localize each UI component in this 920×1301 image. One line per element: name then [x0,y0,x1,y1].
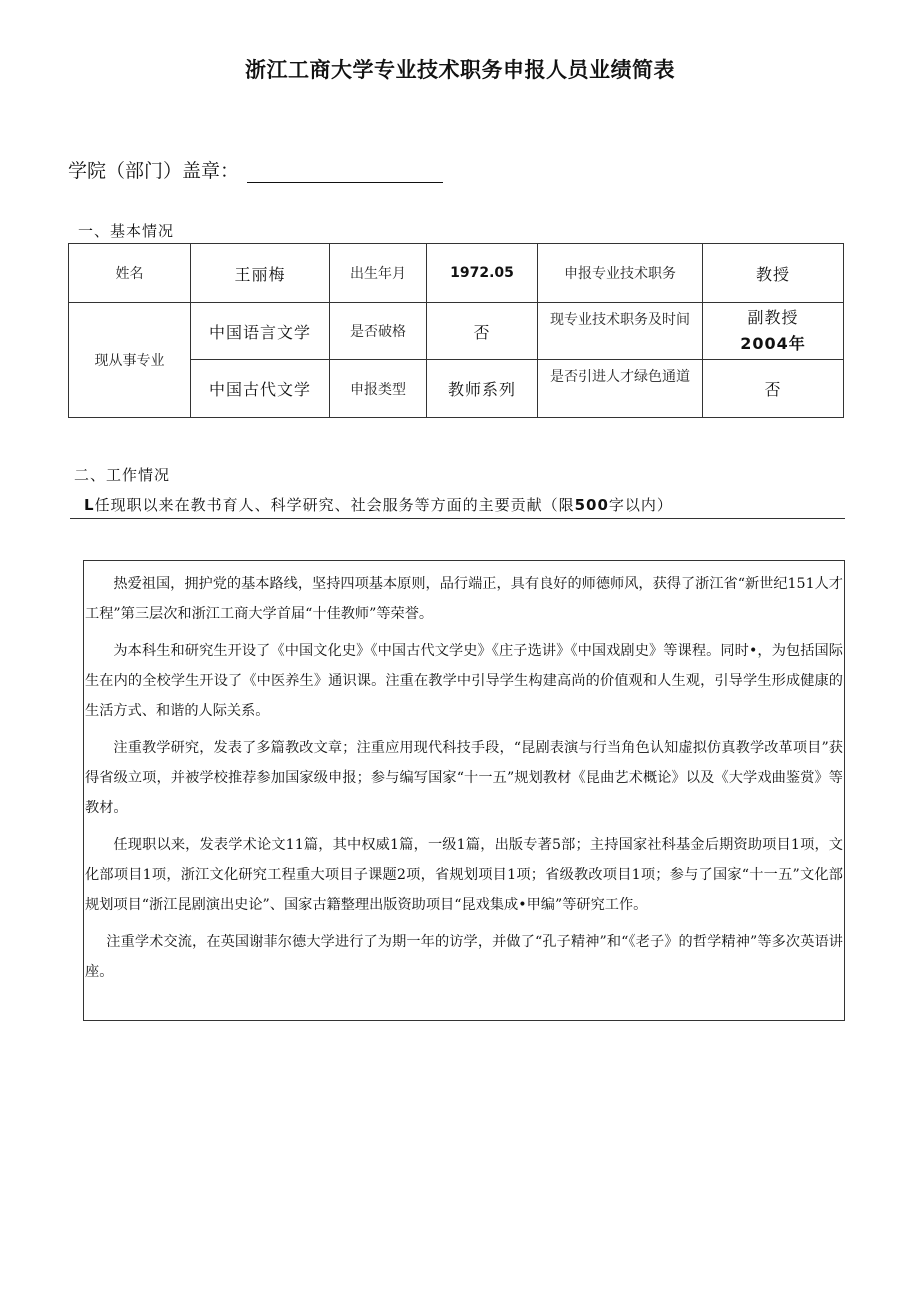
current-title-value: 副教授 [747,308,799,327]
green-channel-value: 否 [703,360,844,418]
major-label: 现从事专业 [69,303,191,418]
department-stamp-field [68,156,443,183]
stamp-blank-line [247,162,443,183]
current-title-year: 2004年 [740,334,806,353]
name-value: 王丽梅 [191,244,330,303]
current-title-label: 现专业技术职务及时间 [538,303,703,360]
current-title-cell [703,303,844,360]
section-basic-info-heading: 一、基本情况 [78,222,175,240]
contribution-paragraph: 热爱祖国，拥护党的基本路线，坚持四项基本原则，品行端正，具有良好的师德师风，获得了浙江省“新世纪151人才工程”第三层次和浙江工商大学首届“十佳教师”等荣誉。 [85,576,843,622]
contribution-paragraph: 注重学术交流，在英国谢菲尔德大学进行了为期一年的访学，并做了“孔子精神”和“《老子》的哲学精神”等多次英语讲座。 [85,934,843,980]
contribution-paragraph: 为本科生和研究生开设了《中国文化史》《中国古代文学史》《庄子选讲》《中国戏剧史》等课程。同时•，为包括国际生在内的全校学生开设了《中医养生》通识课。注重在教学中引导学生构建高尚的价值观和人生观，引导学生形成健康的生活方式、和谐的人际关系。 [85,643,843,719]
exception-label: 是否破格 [330,303,427,360]
contribution-text-box [83,560,845,1021]
major-secondary: 中国古代文学 [191,360,330,418]
basic-info-table [68,243,844,418]
section-work-heading: 二、工作情况 [74,466,171,484]
apply-type-value: 教师系列 [427,360,538,418]
birth-label: 出生年月 [330,244,427,303]
contribution-paragraph: 任现职以来，发表学术论文11篇，其中权威1篇，一级1篇，出版专著5部；主持国家社科基金后期资助项目1项，文化部项目1项，浙江文化研究工程重大项目子课题2项，省规划项目1项；省级教改项目1项；参与了国家“十一五”文化部规划项目“浙江昆剧演出史论”、国家古籍整理出版资助项目“昆戏集成•甲编”等研究工作。 [85,837,843,913]
apply-title-value: 教授 [703,244,844,303]
contribution-word-limit: 500 [574,496,609,514]
contribution-heading-text: 任现职以来在教书育人、科学研究、社会服务等方面的主要贡献（限 [94,496,575,514]
major-primary: 中国语言文学 [191,303,330,360]
contribution-heading [70,494,845,519]
name-label: 姓名 [69,244,191,303]
contribution-marker: L [84,496,95,514]
exception-value: 否 [427,303,538,360]
page-title: 浙江工商大学专业技术职务申报人员业绩简表 [245,58,675,82]
birth-value: 1972.05 [427,244,538,303]
contribution-paragraph: 注重教学研究，发表了多篇教改文章；注重应用现代科技手段，“昆剧表演与行当角色认知虚拟仿真教学改革项目”获得省级立项，并被学校推荐参加国家级申报；参与编写国家“十一五”规划教材《昆曲艺术概论》以及《大学戏曲鉴赏》等教材。 [85,740,843,816]
apply-title-label: 申报专业技术职务 [538,244,703,303]
contribution-heading-suffix: 字以内） [608,496,673,514]
stamp-label: 学院（部门）盖章： [68,160,240,182]
green-channel-label: 是否引进人才绿色通道 [538,360,703,418]
apply-type-label: 申报类型 [330,360,427,418]
